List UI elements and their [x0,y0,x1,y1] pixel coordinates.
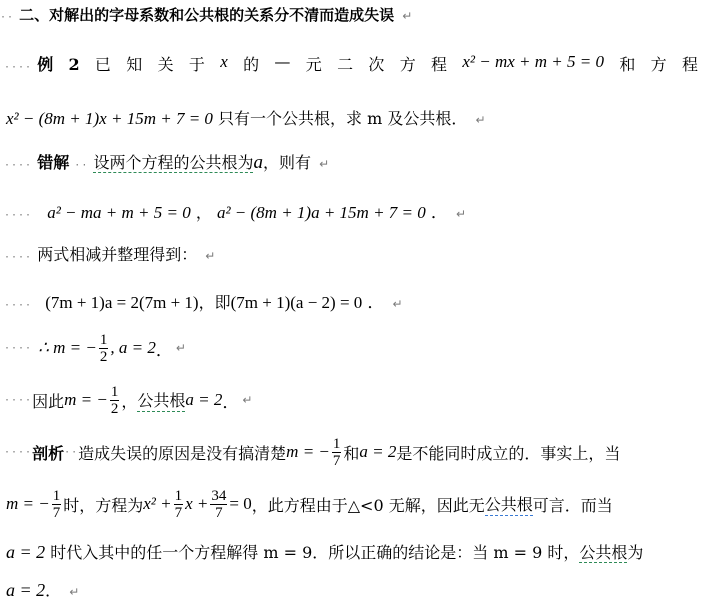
eq-mid-text: ，即 [198,293,231,312]
wrong-line-2: ···· a² − ma + m + 5 = 0 ， a² − (8m + 1)a + 15m + 7 = 0 ． ↵ [4,203,467,222]
wrong-line-4: ···· (7m + 1)a = 2(7m + 1)，即(7m + 1)(a − 2) = 0 ． ↵ [4,293,403,312]
text-char: 方 [399,55,416,74]
leader-dots: ···· [4,342,33,354]
wrong-line-5: ···· ∴ m = − $\frac{1}{2}$ , a = 2 ． ↵ [4,331,186,365]
x-term: x + [185,494,209,513]
hence-text: 因此 [32,391,65,411]
text-char: 关 [157,55,174,74]
paragraph-mark-icon: ↵ [242,393,253,407]
analysis-text: 造成失误的原因是没有搞清楚 [78,443,287,463]
text-char: 二 [337,55,354,74]
subtract-text: 两式相减并整理得到： [37,245,198,264]
equation-d: (7m + 1)(a − 2) = 0 [230,293,363,312]
leader-dots: ·· [0,12,15,23]
wrong-text-2: ，则有 [262,153,311,172]
text-char: 和 [619,55,636,74]
common-root-text: 公共根 [579,543,628,562]
equals-zero: = 0 [229,494,252,513]
wrong-line-6: ···· 因此 m = − $\frac{1}{2}$ ， 公共根 a = 2 ． ↵ [4,383,253,417]
text-char: 于 [188,55,205,74]
wrong-label: 错解 [37,153,70,172]
example-tail: 只有一个公共根，求 m 及公共根． [218,109,468,128]
leader-dots: ···· [4,300,33,311]
analysis-text: 可言．而当 [532,495,613,515]
hence-lhs: m = − [64,390,108,409]
text-char: 已 [94,55,111,74]
example-number: 2 [68,55,80,74]
equation-a: a² − ma + m + 5 = 0 [47,203,191,222]
analysis-label: 剖析 [32,443,65,463]
equation-c: (7m + 1)a = 2(7m + 1) [45,293,199,312]
paragraph-mark-icon: ↵ [402,9,413,23]
leader-dots: ···· [4,210,33,221]
text-char: 的 [243,55,260,74]
text-char: 知 [126,55,143,74]
text-char: 方 [650,55,667,74]
analysis-line-4 [6,578,708,601]
wrong-line-1 [4,150,708,174]
common-root-text: 公共根 [485,492,533,516]
leader-dots: ···· [4,394,33,406]
analysis-text: 时代入其中的任一个方程解得 m = 9．所以正确的结论是：当 m = 9 时， [50,543,580,562]
a-equals: a = 2 [6,580,46,600]
paragraph-mark-icon: ↵ [455,207,467,221]
paragraph-mark-icon: ↵ [69,585,80,599]
hence-mid: ， [121,391,138,411]
text-char: 元 [305,55,322,74]
leader-dots: ·· [64,446,79,458]
var-a: a [253,152,263,173]
leader-dots: ···· [4,160,33,171]
wrong-text: 设两个方程的公共根为 [93,153,254,172]
leader-dots: ···· [4,446,33,458]
paragraph-mark-icon: ↵ [392,297,403,311]
analysis-text: 时，方程为 [63,495,144,515]
text-char: — [274,52,291,71]
analysis-text-2: 是不能同时成立的．事实上，当 [396,443,621,463]
text-char: 次 [368,55,385,74]
fraction: $\frac{1}{2}$ [99,331,108,365]
paragraph-mark-icon: ↵ [319,157,330,171]
paragraph-mark-icon: ↵ [475,113,486,127]
equation-b: a² − (8m + 1)a + 15m + 7 = 0 [216,203,426,222]
a-equals: a = 2 [359,442,397,461]
leader-dots: ···· [4,252,33,263]
equation-1: x² − mx + m + 5 = 0 [462,52,605,71]
analysis-text: 为 [627,543,644,562]
analysis-text: ，此方程由于△<0 无解，因此无 [251,495,485,515]
heading-line [0,4,708,25]
example-label: 例 [37,55,54,74]
example-line-2 [6,106,708,129]
fraction: $\frac{1}{7}$ [174,487,183,521]
analysis-text: ． [45,581,62,600]
m-lhs: m = − [6,494,50,513]
text-char: 程 [681,55,698,74]
fraction: $\frac{34}{7}$ [211,487,227,521]
hence-rhs: a = 2 [185,390,223,409]
example-line-1 [4,52,708,75]
equation-2: x² − (8m + 1)x + 15m + 7 = 0 [6,109,213,128]
therefore-lhs: ∴ m = − [38,338,97,357]
and-text: 和 [343,443,360,463]
analysis-line-2 [6,484,708,524]
wrong-line-3 [4,242,708,265]
therefore-rhs: , a = 2 [110,338,156,357]
fraction: $\frac{1}{7}$ [52,487,61,521]
leader-dots: ···· [4,62,33,73]
fraction: $\frac{1}{2}$ [110,383,119,417]
paragraph-mark-icon: ↵ [175,341,186,355]
a-equals: a = 2 [6,542,46,562]
var-x: x [220,52,228,71]
fraction: $\frac{1}{7}$ [332,435,341,469]
analysis-line-1 [4,432,708,472]
text-char: 程 [431,55,448,74]
leader-dots: ·· [74,160,89,171]
m-lhs: m = − [286,442,330,461]
common-root-text: 公共根 [137,388,185,412]
x-square: x² + [143,494,172,513]
analysis-line-3 [6,540,708,563]
section-heading: 二、对解出的字母系数和公共根的关系分不清而造成失误 [19,6,395,24]
paragraph-mark-icon: ↵ [205,249,216,263]
